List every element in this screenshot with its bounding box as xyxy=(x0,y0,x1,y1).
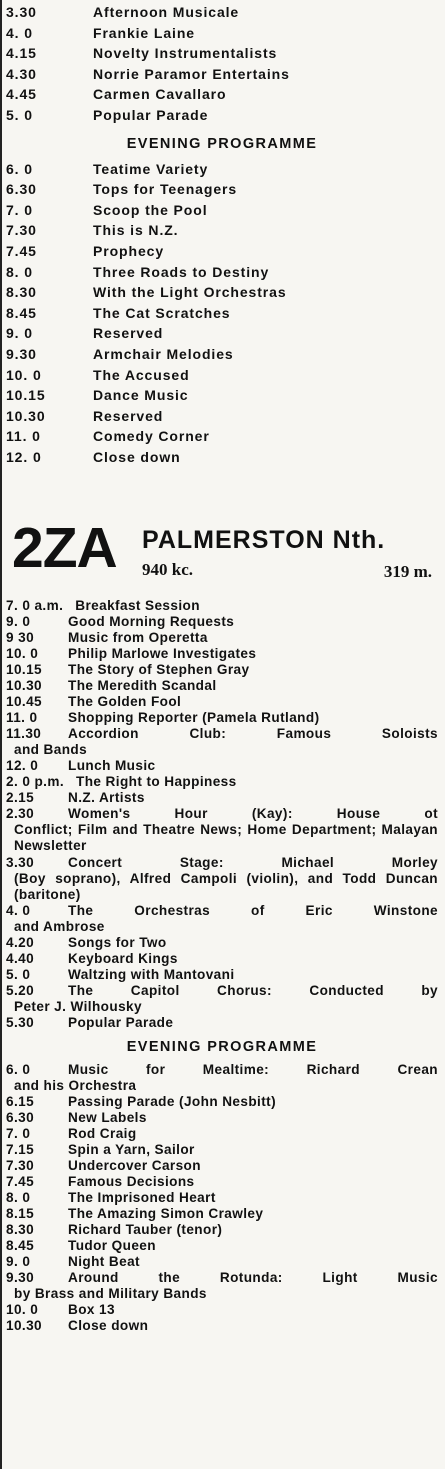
item-head xyxy=(6,1062,438,1078)
item-head xyxy=(6,774,438,790)
list-item xyxy=(6,43,438,64)
item-time: 8.45 xyxy=(6,304,37,321)
item-head xyxy=(6,806,438,822)
item-time: 10.30 xyxy=(6,407,46,424)
item-time: 7. 0 a.m. xyxy=(6,598,64,613)
item-time: 4.20 xyxy=(6,934,35,950)
list-item xyxy=(6,1238,438,1254)
evening-list-2za xyxy=(6,1062,438,1335)
item-time: 9. 0 xyxy=(6,325,33,342)
item-title: Richard Tauber (tenor) xyxy=(68,1222,223,1238)
item-head xyxy=(6,1254,438,1270)
item-head xyxy=(6,678,438,694)
item-head xyxy=(6,726,438,742)
item-title: Accordion Club: Famous Soloists xyxy=(68,726,438,742)
item-time: 5.20 xyxy=(6,982,35,998)
item-time: 6. 0 xyxy=(6,1061,31,1077)
item-head xyxy=(6,983,438,999)
item-time: 8.45 xyxy=(6,1238,35,1254)
item-continuation: Peter J. Wilhousky xyxy=(14,998,142,1014)
item-head xyxy=(6,1126,438,1142)
item-head xyxy=(6,1238,438,1254)
item-title: Women's Hour (Kay): House ot xyxy=(68,806,438,822)
list-item xyxy=(6,806,438,854)
item-time: 4. 0 xyxy=(6,24,33,41)
item-time: 4.30 xyxy=(6,65,37,82)
item-head xyxy=(6,694,438,710)
item-time: 9 30 xyxy=(6,630,35,646)
item-time: 9.30 xyxy=(6,346,37,363)
item-continuation: Conflict; Film and Theatre News; Home Department; Malayan Newsletter xyxy=(14,822,438,854)
list-item xyxy=(6,323,438,344)
list-item xyxy=(6,84,438,105)
item-head xyxy=(6,710,438,726)
list-item xyxy=(6,758,438,774)
list-item xyxy=(6,241,438,262)
item-title: Norrie Paramor Entertains xyxy=(93,65,290,82)
item-time: 7. 0 xyxy=(6,201,33,218)
item-title: Music from Operetta xyxy=(68,630,208,646)
list-item xyxy=(6,678,438,694)
item-continuation: (Boy soprano), Alfred Campoli (violin), and Todd Duncan (baritone) xyxy=(14,870,438,902)
item-head xyxy=(6,1206,438,1222)
item-time: 9. 0 xyxy=(6,614,31,630)
list-item xyxy=(6,694,438,710)
item-head xyxy=(6,758,438,774)
item-time: 7.30 xyxy=(6,1158,35,1174)
item-title: Undercover Carson xyxy=(68,1158,201,1174)
list-item xyxy=(6,1158,438,1174)
item-title: Tudor Queen xyxy=(68,1238,156,1254)
column-rule xyxy=(0,0,2,1469)
item-time: 7.30 xyxy=(6,222,37,239)
list-item xyxy=(6,385,438,406)
list-item xyxy=(6,1206,438,1222)
item-head xyxy=(6,790,438,806)
item-time: 2.30 xyxy=(6,806,35,822)
list-item xyxy=(6,951,438,967)
list-item xyxy=(6,159,438,180)
station-callsign: 2ZA xyxy=(12,516,117,580)
list-item xyxy=(6,1302,438,1318)
item-title: Dance Music xyxy=(93,387,189,404)
list-item xyxy=(6,365,438,386)
item-continuation: by Brass and Military Bands xyxy=(14,1286,207,1302)
item-time: 10.45 xyxy=(6,694,43,710)
list-item xyxy=(6,598,438,614)
list-item xyxy=(6,1190,438,1206)
item-title: Popular Parade xyxy=(93,107,209,123)
item-head xyxy=(6,1174,438,1190)
item-head xyxy=(6,662,438,678)
item-head xyxy=(6,1158,438,1174)
list-item xyxy=(6,179,438,200)
item-title: Rod Craig xyxy=(68,1126,137,1142)
item-title: Keyboard Kings xyxy=(68,950,178,966)
list-item xyxy=(6,23,438,44)
item-time: 4. 0 xyxy=(6,902,31,918)
item-title: Tops for Teenagers xyxy=(93,181,238,198)
item-continuation: and his Orchestra xyxy=(14,1077,137,1093)
item-head xyxy=(6,855,438,871)
item-time: 10.30 xyxy=(6,678,43,694)
item-title: The Right to Happiness xyxy=(76,774,237,790)
item-title: Comedy Corner xyxy=(93,428,210,445)
schedule-section-top xyxy=(6,2,438,468)
item-head xyxy=(6,1270,438,1286)
item-title: The Meredith Scandal xyxy=(68,678,217,694)
item-time: 10. 0 xyxy=(6,1302,39,1318)
item-time: 8. 0 xyxy=(6,263,33,280)
item-continuation: and Bands xyxy=(14,742,88,758)
evening-heading: EVENING PROGRAMME xyxy=(126,135,318,152)
evening-list xyxy=(6,159,438,468)
list-item xyxy=(6,855,438,903)
list-item xyxy=(6,282,438,303)
item-time: 9. 0 xyxy=(6,1254,31,1270)
list-item xyxy=(6,64,438,85)
item-head xyxy=(6,951,438,967)
item-head xyxy=(6,646,438,662)
item-title: Armchair Melodies xyxy=(93,346,234,363)
item-continuation: and Ambrose xyxy=(14,918,105,934)
item-title: Close down xyxy=(68,1318,149,1334)
list-item xyxy=(6,1254,438,1270)
item-title: Night Beat xyxy=(68,1254,140,1270)
item-head xyxy=(6,1094,438,1110)
item-title: The Amazing Simon Crawley xyxy=(68,1206,264,1222)
item-title: Concert Stage: Michael Morley xyxy=(68,854,438,870)
item-time: 5. 0 xyxy=(6,966,31,982)
item-title: The Orchestras of Eric Winstone xyxy=(68,902,438,918)
station-header xyxy=(12,516,432,598)
item-title: Box 13 xyxy=(68,1302,115,1318)
item-title: Around the Rotunda: Light Music xyxy=(68,1270,438,1286)
list-item xyxy=(6,1270,438,1302)
list-item xyxy=(6,614,438,630)
item-title: Reserved xyxy=(93,325,164,342)
list-item xyxy=(6,1110,438,1126)
item-title: The Story of Stephen Gray xyxy=(68,662,250,678)
item-time: 7. 0 xyxy=(6,1126,31,1142)
afternoon-list xyxy=(6,2,438,126)
list-item xyxy=(6,710,438,726)
list-item xyxy=(6,726,438,758)
item-time: 4.45 xyxy=(6,86,37,103)
list-item xyxy=(6,983,438,1015)
station-city: PALMERSTON Nth. xyxy=(142,526,386,554)
item-time: 4.40 xyxy=(6,950,35,966)
item-title: Popular Parade xyxy=(68,1014,174,1030)
item-time: 11. 0 xyxy=(6,428,41,445)
list-item xyxy=(6,1015,438,1031)
list-item xyxy=(6,1142,438,1158)
item-time: 10.15 xyxy=(6,662,43,678)
item-time: 8.15 xyxy=(6,1206,35,1222)
item-title: Novelty Instrumentalists xyxy=(93,45,278,62)
list-item xyxy=(6,1094,438,1110)
item-time: 6.30 xyxy=(6,1110,35,1126)
item-time: 12. 0 xyxy=(6,758,39,774)
list-item xyxy=(6,105,438,126)
item-title: Waltzing with Mantovani xyxy=(68,966,235,982)
list-item xyxy=(6,935,438,951)
list-item xyxy=(6,1126,438,1142)
item-head xyxy=(6,1302,438,1318)
item-title: Music for Mealtime: Richard Crean xyxy=(68,1061,438,1077)
item-time: 6. 0 xyxy=(6,160,33,177)
list-item xyxy=(6,967,438,983)
list-item xyxy=(6,262,438,283)
list-item xyxy=(6,344,438,365)
item-time: 4.15 xyxy=(6,45,37,62)
list-item xyxy=(6,406,438,427)
item-time: 12. 0 xyxy=(6,449,42,466)
item-title: Good Morning Requests xyxy=(68,614,235,630)
item-title: N.Z. Artists xyxy=(68,790,145,806)
item-time: 2.15 xyxy=(6,790,35,806)
item-head xyxy=(6,967,438,983)
item-time: 7.45 xyxy=(6,243,37,260)
item-title: Philip Marlowe Investigates xyxy=(68,646,257,662)
item-head xyxy=(6,630,438,646)
item-title: With the Light Orchestras xyxy=(93,284,287,301)
item-title: This is N.Z. xyxy=(93,222,179,239)
item-head xyxy=(6,1190,438,1206)
item-title: Shopping Reporter (Pamela Rutland) xyxy=(68,710,320,726)
item-head xyxy=(6,1222,438,1238)
item-time: 3.30 xyxy=(6,854,35,870)
item-title: Scoop the Pool xyxy=(93,201,208,218)
item-title: The Accused xyxy=(93,366,190,383)
item-time: 6.15 xyxy=(6,1094,35,1110)
item-time: 7.15 xyxy=(6,1142,35,1158)
item-title: Famous Decisions xyxy=(68,1174,195,1190)
item-time: 5.30 xyxy=(6,1014,35,1030)
item-head xyxy=(6,598,438,614)
list-item xyxy=(6,646,438,662)
list-item xyxy=(6,1318,438,1334)
list-item xyxy=(6,2,438,23)
item-title: The Cat Scratches xyxy=(93,304,231,321)
station-frequency: 940 kc. xyxy=(142,560,193,579)
item-time: 11.30 xyxy=(6,726,42,742)
list-item xyxy=(6,426,438,447)
item-time: 10.15 xyxy=(6,387,46,404)
list-item xyxy=(6,903,438,935)
item-title: Prophecy xyxy=(93,243,164,260)
list-item xyxy=(6,220,438,241)
item-title: Reserved xyxy=(93,407,164,424)
item-title: The Imprisoned Heart xyxy=(68,1190,216,1206)
list-item xyxy=(6,200,438,221)
list-item xyxy=(6,790,438,806)
item-head xyxy=(6,935,438,951)
day-list xyxy=(6,598,438,1031)
item-title: The Golden Fool xyxy=(68,694,182,710)
item-time: 6.30 xyxy=(6,181,37,198)
item-time: 10. 0 xyxy=(6,366,42,383)
list-item xyxy=(6,447,438,468)
item-head xyxy=(6,1142,438,1158)
item-time: 10. 0 xyxy=(6,646,39,662)
station-wavelength: 319 m. xyxy=(383,562,432,581)
item-title: Songs for Two xyxy=(68,934,167,950)
list-item xyxy=(6,1222,438,1238)
item-title: Afternoon Musicale xyxy=(93,4,240,21)
item-head xyxy=(6,1318,438,1334)
item-time: 10.30 xyxy=(6,1318,43,1334)
list-item xyxy=(6,630,438,646)
evening-heading-2za: EVENING PROGRAMME xyxy=(126,1038,318,1055)
item-title: New Labels xyxy=(68,1110,147,1126)
item-time: 5. 0 xyxy=(6,107,33,123)
schedule-section-2za xyxy=(6,598,438,1334)
list-item xyxy=(6,303,438,324)
item-time: 7.45 xyxy=(6,1174,35,1190)
item-title: Frankie Laine xyxy=(93,24,195,41)
item-head xyxy=(6,1110,438,1126)
item-head xyxy=(6,903,438,919)
item-time: 9.30 xyxy=(6,1270,35,1286)
item-time: 8.30 xyxy=(6,1222,35,1238)
item-title: Three Roads to Destiny xyxy=(93,263,270,280)
item-title: Close down xyxy=(93,449,181,466)
list-item xyxy=(6,774,438,790)
item-head xyxy=(6,614,438,630)
item-title: The Capitol Chorus: Conducted by xyxy=(68,982,438,998)
list-item xyxy=(6,1062,438,1094)
item-title: Carmen Cavallaro xyxy=(93,86,227,103)
item-time: 8. 0 xyxy=(6,1190,31,1206)
list-item xyxy=(6,662,438,678)
item-time: 2. 0 p.m. xyxy=(6,774,64,790)
item-title: Lunch Music xyxy=(68,758,156,774)
item-head xyxy=(6,1015,438,1031)
list-item xyxy=(6,1174,438,1190)
item-time: 8.30 xyxy=(6,284,37,301)
item-time: 11. 0 xyxy=(6,710,38,726)
item-title: Passing Parade (John Nesbitt) xyxy=(68,1094,276,1110)
item-time: 3.30 xyxy=(6,4,37,21)
item-title: Teatime Variety xyxy=(93,160,209,177)
item-title: Breakfast Session xyxy=(75,598,200,613)
item-title: Spin a Yarn, Sailor xyxy=(68,1142,195,1158)
